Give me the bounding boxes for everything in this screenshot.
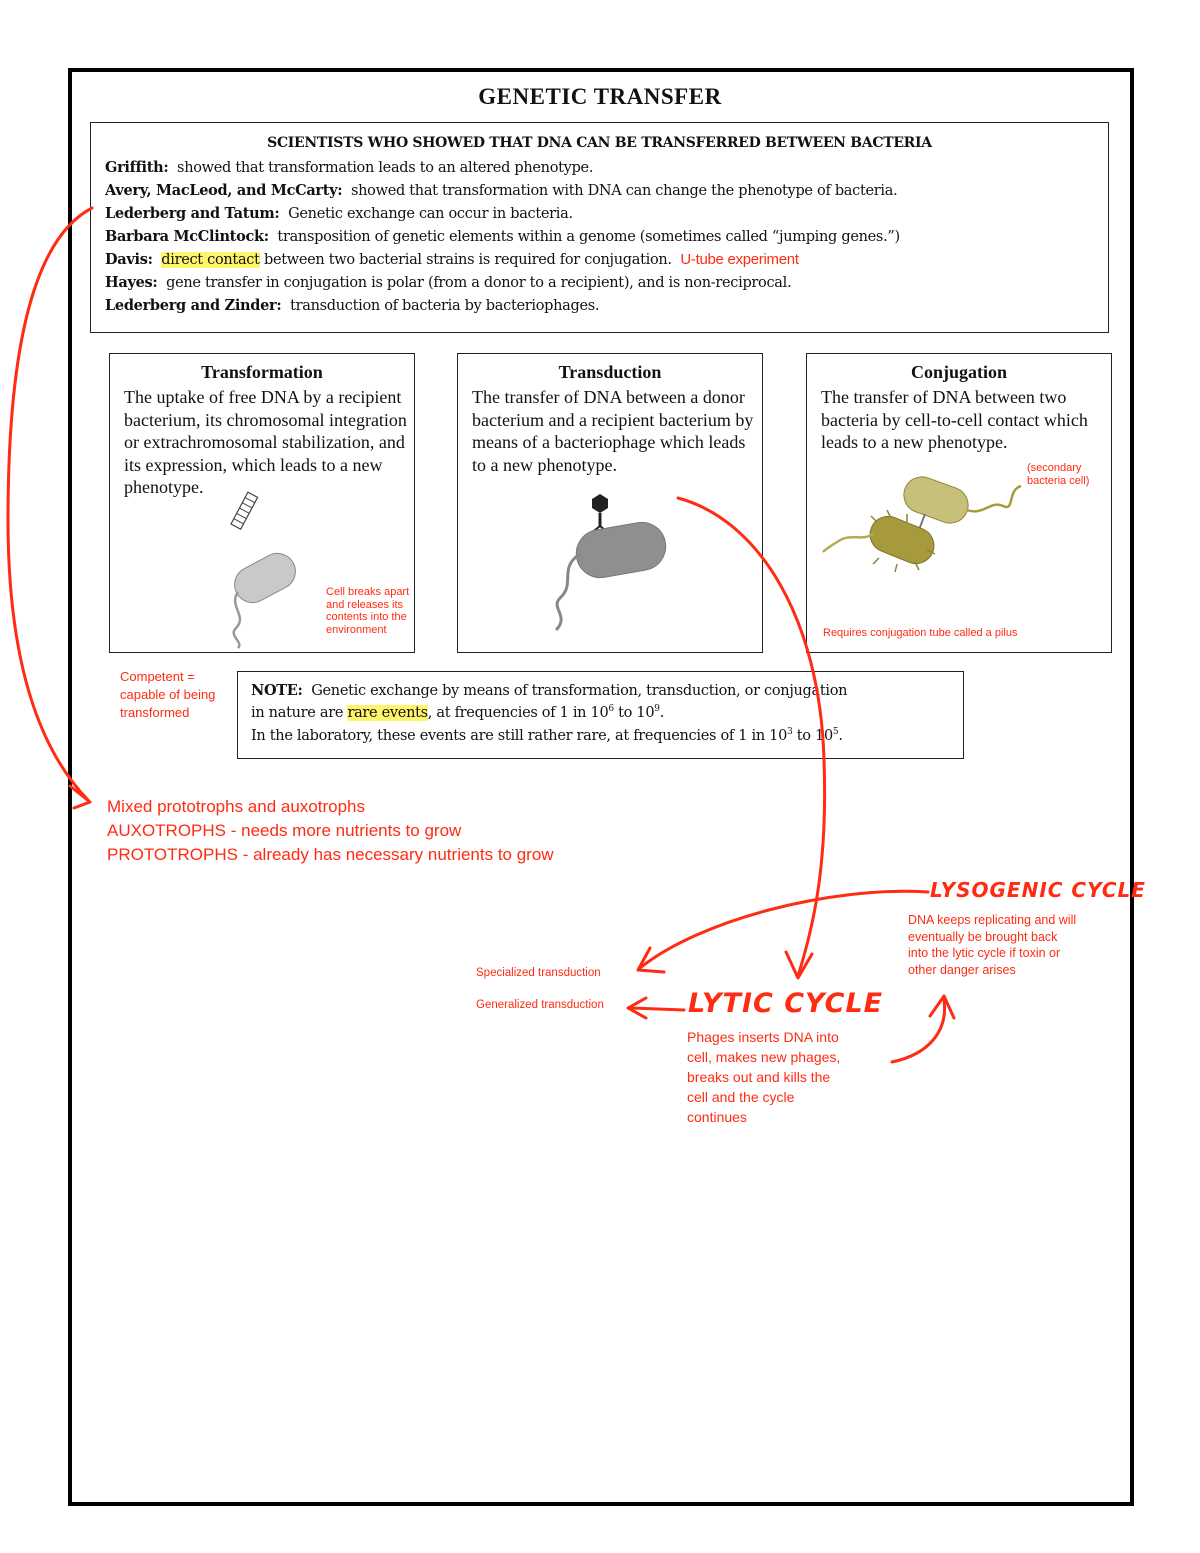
arrow-transduction-to-lytic — [678, 498, 825, 976]
scientist-text: transduction of bacteria by bacteriophages. — [290, 298, 600, 314]
annotation-secondary-cell: (secondary bacteria cell) — [1027, 462, 1090, 487]
competent-line: Competent = — [120, 669, 195, 684]
scientist-text: transposition of genetic elements within a genome (sometimes called “jumping genes.”) — [277, 229, 900, 245]
arrow-lytic-to-lysogenic — [892, 1000, 945, 1062]
scientists-heading: SCIENTISTS WHO SHOWED THAT DNA CAN BE TRANSFERRED BETWEEN BACTERIA — [267, 135, 932, 151]
lytic-cycle-title: LYTIC CYCLE — [688, 988, 884, 1019]
note-label: NOTE: — [251, 682, 303, 699]
arrow-lederberg-to-auxotrophs — [8, 208, 92, 800]
note-text: to 10 — [792, 728, 833, 744]
lytic-line: cell and the cycle — [687, 1089, 795, 1105]
note-exponent: 6 — [608, 704, 614, 715]
lytic-line: continues — [687, 1109, 747, 1125]
lysogenic-line: eventually be brought back — [908, 929, 1058, 944]
lysogenic-line: other danger arises — [908, 962, 1016, 977]
note-text: to 10 — [613, 705, 655, 721]
lysogenic-cycle-title: LYSOGENIC CYCLE — [930, 878, 1146, 902]
lysogenic-line: into the lytic cycle if toxin or — [908, 946, 1061, 960]
scientist-name: Griffith: — [105, 159, 169, 176]
highlight-rare-events: rare events — [347, 705, 428, 721]
arrow-lytic-to-generalized — [630, 1008, 684, 1010]
lysogenic-line: DNA keeps replicating and will — [908, 913, 1077, 927]
scientist-text: between two bacterial strains is required for conjugation. — [263, 252, 672, 268]
scientist-text: gene transfer in conjugation is polar (from a donor to a recipient), and is non-reciprocal. — [166, 275, 792, 291]
note-text: , at frequencies of 1 in 10 — [427, 705, 609, 721]
note-exponent: 3 — [787, 727, 793, 738]
highlight-direct-contact: direct contact — [161, 252, 260, 268]
annotation-auxotrophs: AUXOTROPHS - needs more nutrients to grow — [107, 821, 462, 840]
note-text: In the laboratory, these events are still rather rare, at frequencies of 1 in 10 — [251, 728, 788, 744]
scientist-name: Lederberg and Tatum: — [105, 205, 280, 222]
page-title: GENETIC TRANSFER — [478, 84, 722, 109]
competent-line: capable of being — [120, 687, 216, 702]
scientist-name: Avery, MacLeod, and McCarty: — [105, 182, 343, 199]
scientist-name: Davis: — [105, 251, 153, 268]
card-title: Transduction — [558, 362, 662, 382]
arrowhead-lytic — [786, 952, 812, 978]
annotation-mixed: Mixed prototrophs and auxotrophs — [107, 797, 365, 816]
card-title: Transformation — [201, 362, 323, 382]
card-text: The transfer of DNA between a donor bacterium and a recipient bacterium by means of a bacteriophage which leads to a new phenotype. — [472, 387, 754, 475]
note-text: in nature are — [251, 705, 344, 721]
note-exponent: 5 — [832, 727, 839, 738]
scientist-name: Barbara McClintock: — [105, 228, 269, 245]
scientist-text: showed that transformation leads to an altered phenotype. — [177, 160, 594, 176]
lytic-line: cell, makes new phages, — [687, 1049, 841, 1065]
annotation-u-tube: U-tube experiment — [680, 251, 799, 268]
annotation-cell-breaks: Cell breaks apart and releases its contents into the environment — [326, 586, 410, 636]
note-text: . — [838, 728, 843, 744]
note-text: Genetic exchange by means of transformation, transduction, or conjugation — [311, 683, 848, 699]
scientist-text: Genetic exchange can occur in bacteria. — [288, 206, 573, 222]
annotation-pilus: Requires conjugation tube called a pilus — [823, 627, 1018, 639]
scientist-name: Lederberg and Zinder: — [105, 297, 282, 314]
arrowhead-lysogenic — [930, 996, 954, 1018]
note-text: . — [659, 705, 665, 721]
note-exponent: 9 — [654, 704, 660, 715]
lytic-line: Phages inserts DNA into — [687, 1029, 839, 1045]
card-text: The transfer of DNA between two bacteria by cell-to-cell contact which leads to a new phenotype. — [821, 387, 1088, 452]
annotation-prototrophs: PROTOTROPHS - already has necessary nutrients to grow — [107, 845, 554, 864]
annotation-generalized-transduction: Generalized transduction — [476, 999, 604, 1011]
scientist-name: Hayes: — [105, 274, 158, 291]
lytic-line: breaks out and kills the — [687, 1069, 831, 1085]
competent-line: transformed — [120, 705, 190, 720]
card-text: The uptake of free DNA by a recipient bacterium, its chromosomal integration or extrachromosomal stabilization, and its expression, which leads to a new phenotype. — [124, 387, 407, 497]
scientist-text: showed that transformation with DNA can change the phenotype of bacteria. — [350, 183, 898, 199]
arrow-lysogenic-to-specialized — [640, 891, 928, 968]
annotation-specialized-transduction: Specialized transduction — [476, 967, 601, 979]
card-title: Conjugation — [910, 362, 1008, 382]
